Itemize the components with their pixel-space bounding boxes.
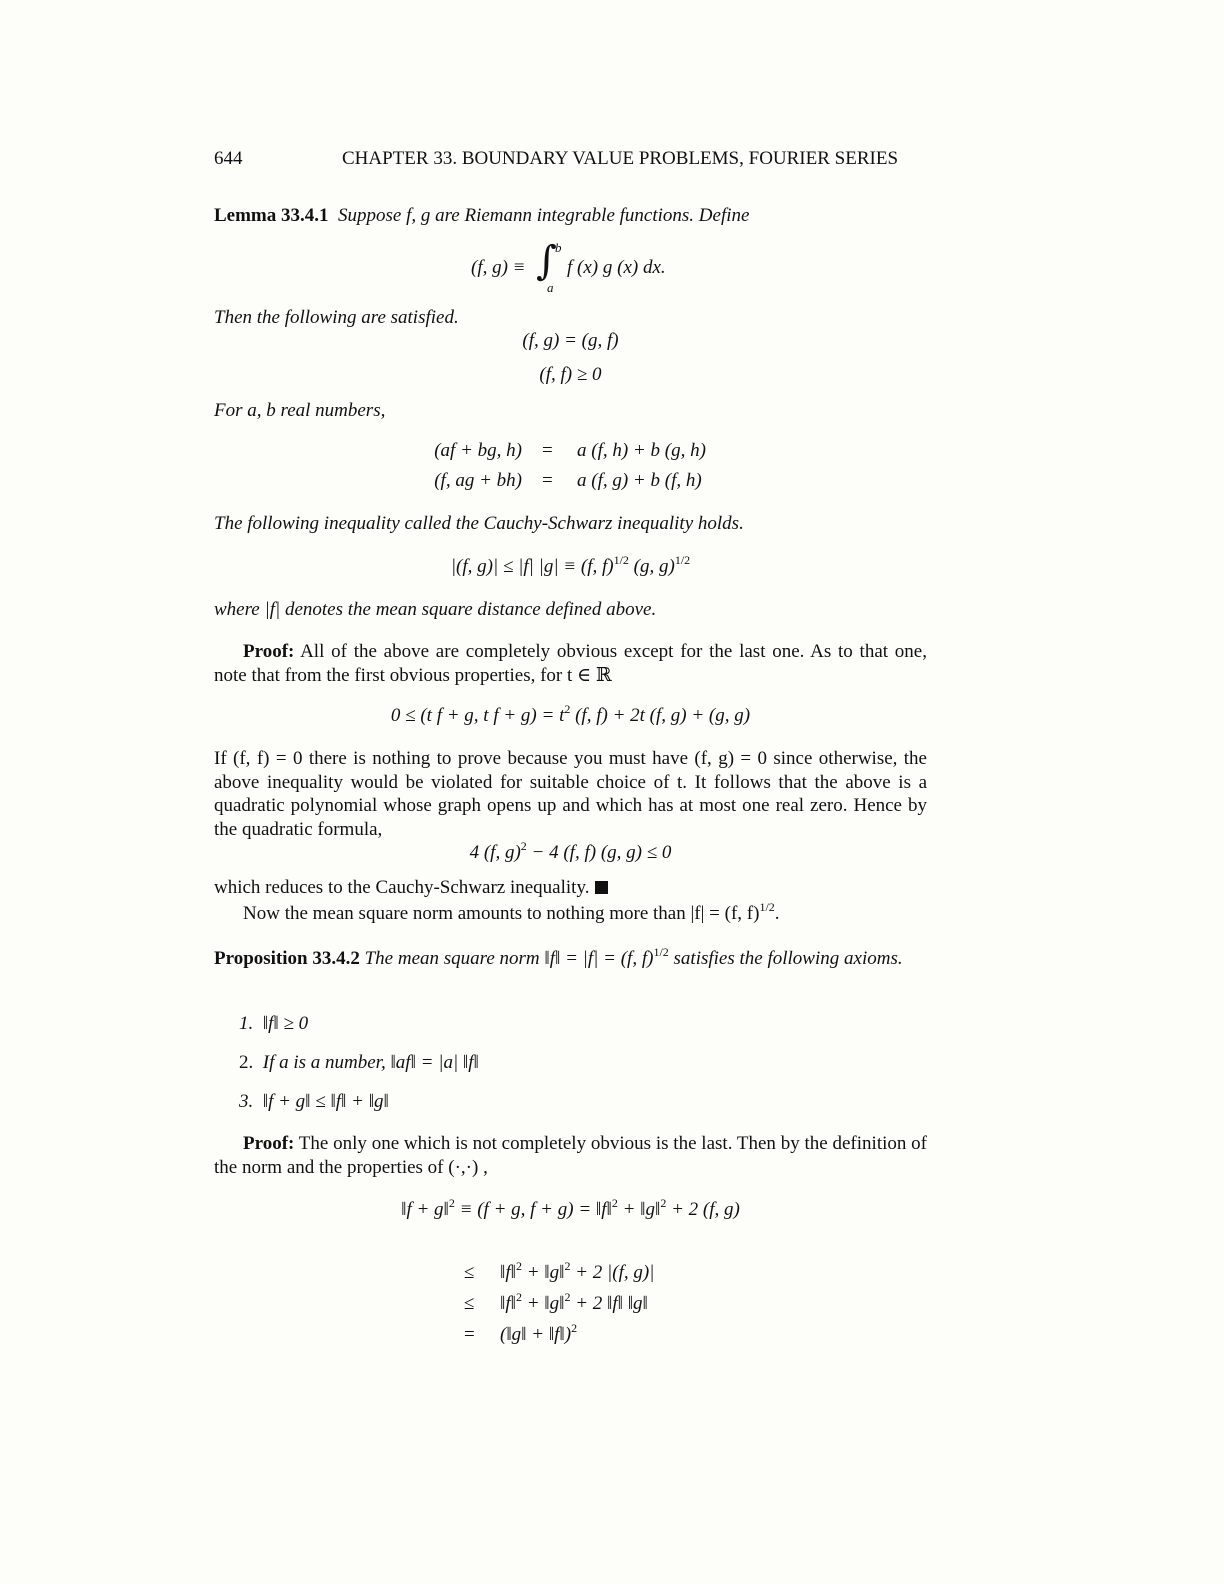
proof-text-1: All of the above are completely obvious except for the last one. As to that one, note that from the first obvious properties, for t ∈ ℝ bbox=[214, 641, 927, 686]
integral-upper-limit: b bbox=[555, 240, 562, 255]
axiom-item bbox=[239, 1090, 389, 1114]
step-p1: ‖f‖ bbox=[500, 1262, 516, 1283]
axiom-text: ‖f‖ ≥ 0 bbox=[262, 1013, 309, 1034]
norm-expansion-p2: ≡ (f + g, f + g) = ‖f‖ bbox=[454, 1199, 612, 1220]
proof-label: Proof: bbox=[243, 1133, 295, 1154]
definition-lhs: (f, g) ≡ bbox=[471, 257, 526, 278]
integral-lower-limit: a bbox=[547, 280, 554, 295]
axiom-text: ‖f + g‖ ≤ ‖f‖ + ‖g‖ bbox=[262, 1091, 389, 1112]
cs-exponent-2: 1/2 bbox=[674, 553, 691, 567]
integrand: f (x) g (x) dx. bbox=[567, 257, 666, 278]
proof-conclusion bbox=[214, 876, 608, 900]
linearity-eq-2: = bbox=[542, 470, 553, 491]
cauchy-schwarz-intro: The following inequality called the Cauchy-Schwarz inequality holds. bbox=[214, 513, 744, 534]
axiom-number: 3. bbox=[239, 1091, 254, 1112]
step-relation: ≤ bbox=[464, 1293, 475, 1314]
norm-remark bbox=[243, 902, 780, 926]
expansion-b: (f, f) + 2t (f, g) + (g, g) bbox=[570, 705, 751, 726]
proposition-statement bbox=[214, 947, 927, 971]
step-expression bbox=[500, 1321, 578, 1346]
step-expression bbox=[500, 1290, 648, 1315]
proposition-label: Proposition 33.4.2 bbox=[214, 948, 360, 969]
linearity-lhs-1: (af + bg, h) bbox=[434, 440, 522, 461]
step-p2: + ‖g‖ bbox=[521, 1293, 565, 1314]
proposition-text-b: satisfies the following axioms. bbox=[668, 948, 903, 969]
cauchy-schwarz-inequality bbox=[214, 553, 927, 578]
norm-remark-exponent: 1/2 bbox=[759, 900, 775, 914]
axiom-number: 2. bbox=[239, 1052, 254, 1073]
step-expression bbox=[500, 1259, 655, 1284]
step-e1: 2 bbox=[515, 1290, 522, 1304]
step-e1: 2 bbox=[515, 1259, 522, 1273]
proposition-text-a: The mean square norm ‖f‖ = |f| = (f, f) bbox=[359, 948, 654, 969]
step-p1: (‖g‖ + ‖f‖) bbox=[500, 1324, 572, 1345]
proof-text-3: The only one which is not completely obvious is the last. Then by the definition of the norm and the properties of (·,·) , bbox=[214, 1133, 927, 1178]
step-e1: 2 bbox=[571, 1321, 578, 1335]
norm-remark-b: . bbox=[774, 903, 780, 924]
axiom-text: If a is a number, ‖af‖ = |a| ‖f‖ bbox=[262, 1052, 479, 1073]
linearity-rhs-2: a (f, g) + b (f, h) bbox=[577, 470, 702, 491]
step-p2: + ‖g‖ bbox=[521, 1262, 565, 1283]
quadratic-expansion bbox=[214, 702, 927, 727]
discriminant-exponent: 2 bbox=[520, 839, 527, 853]
norm-expansion-p4: + 2 (f, g) bbox=[666, 1199, 740, 1220]
proof-paragraph-3 bbox=[214, 1132, 927, 1179]
proof-paragraph-1 bbox=[214, 640, 927, 687]
step-p3: + 2 |(f, g)| bbox=[570, 1262, 655, 1283]
norm-expansion-p1: ‖f + g‖ bbox=[401, 1199, 449, 1220]
qed-square-icon bbox=[595, 881, 608, 894]
positivity-property: (f, f) ≥ 0 bbox=[539, 364, 602, 385]
discriminant-a: 4 (f, g) bbox=[469, 842, 521, 863]
step-p3: + 2 ‖f‖ ‖g‖ bbox=[570, 1293, 648, 1314]
integral-sign: ∫ bbox=[536, 238, 557, 284]
norm-expansion-p3: + ‖g‖ bbox=[617, 1199, 661, 1220]
proof-paragraph-2: If (f, f) = 0 there is nothing to prove because you must have (f, g) = 0 since otherwise, the above inequality would be violated for suitable choice of t. It follows that the above is a quadratic polynomial whose graph opens up and which has at most one real zero. Hence by the quadratic formula, bbox=[214, 748, 927, 840]
cs-main: |(f, g)| ≤ |f| |g| ≡ (f, f) bbox=[450, 556, 614, 577]
discriminant-inequality bbox=[214, 839, 927, 864]
step-e2: 2 bbox=[564, 1290, 571, 1304]
axiom-item bbox=[239, 1012, 308, 1036]
linearity-lhs-2: (f, ag + bh) bbox=[434, 470, 522, 491]
norm-expansion bbox=[214, 1196, 927, 1221]
linearity-rhs-1: a (f, h) + b (g, h) bbox=[577, 440, 706, 461]
linearity-eq-1: = bbox=[542, 440, 553, 461]
conclusion-text: which reduces to the Cauchy-Schwarz inequality. bbox=[214, 877, 590, 898]
lemma-intro: Suppose f, g are Riemann integrable functions. Define bbox=[338, 205, 750, 226]
expansion-a: 0 ≤ (t f + g, t f + g) = t bbox=[390, 705, 565, 726]
lemma-statement bbox=[214, 204, 749, 228]
norm-remark-a: Now the mean square norm amounts to nothing more than |f| = (f, f) bbox=[243, 903, 760, 924]
norm-expansion-e3: 2 bbox=[660, 1196, 667, 1210]
discriminant-b: − 4 (f, f) (g, g) ≤ 0 bbox=[526, 842, 672, 863]
for-text: For a, b real numbers, bbox=[214, 400, 386, 421]
step-p1: ‖f‖ bbox=[500, 1293, 516, 1314]
step-relation: = bbox=[464, 1324, 475, 1345]
expansion-exponent: 2 bbox=[564, 702, 571, 716]
page bbox=[214, 0, 927, 1584]
norm-expansion-e2: 2 bbox=[611, 1196, 618, 1210]
axiom-number: 1. bbox=[239, 1013, 254, 1034]
norm-expansion-e1: 2 bbox=[448, 1196, 455, 1210]
cs-mid: (g, g) bbox=[628, 556, 675, 577]
where-text: where |f| denotes the mean square distance defined above. bbox=[214, 599, 657, 620]
then-text: Then the following are satisfied. bbox=[214, 307, 459, 328]
proof-label: Proof: bbox=[243, 641, 295, 662]
cs-exponent-1: 1/2 bbox=[613, 553, 629, 567]
step-e2: 2 bbox=[564, 1259, 571, 1273]
page-number: 644 bbox=[214, 148, 243, 169]
lemma-label: Lemma 33.4.1 bbox=[214, 205, 329, 226]
proposition-exponent: 1/2 bbox=[653, 945, 669, 959]
running-title: CHAPTER 33. BOUNDARY VALUE PROBLEMS, FOURIER SERIES bbox=[342, 148, 899, 169]
axiom-item bbox=[239, 1051, 479, 1075]
symmetry-property: (f, g) = (g, f) bbox=[522, 330, 619, 351]
step-relation: ≤ bbox=[464, 1262, 475, 1283]
